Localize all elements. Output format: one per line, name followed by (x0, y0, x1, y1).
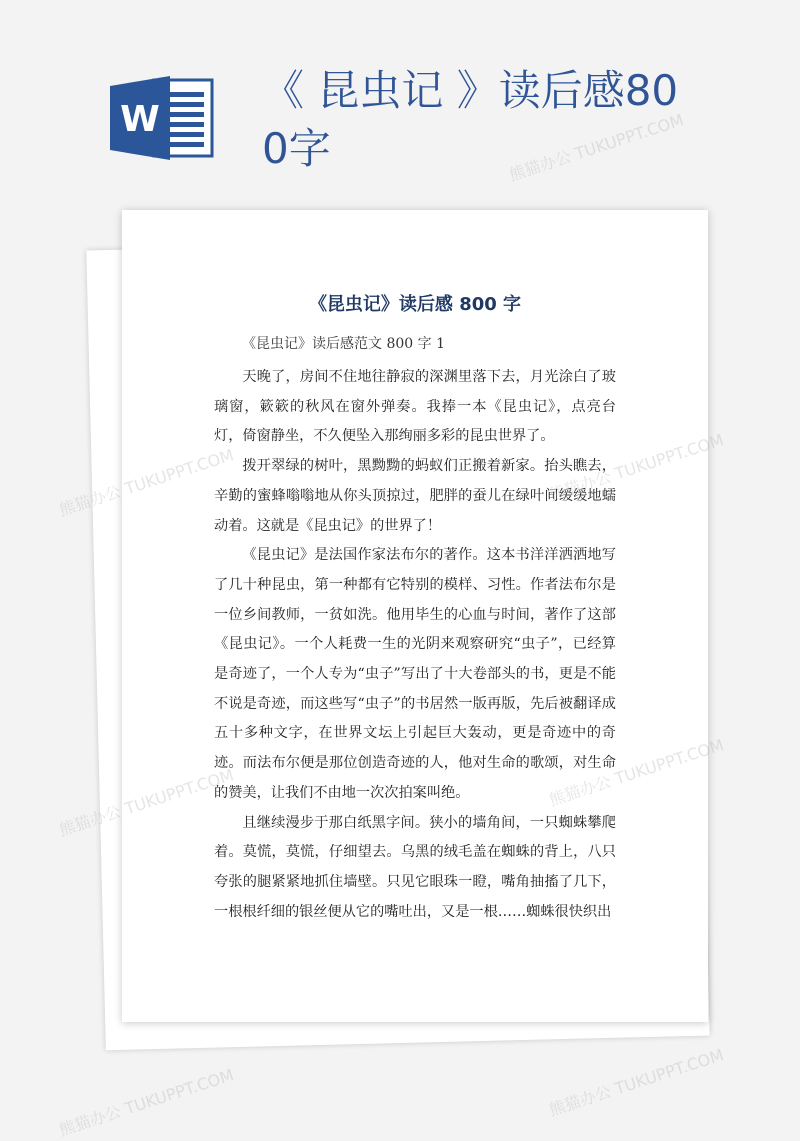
watermark: 熊猫办公 TUKUPPT.COM (506, 110, 686, 185)
document-page[interactable] (122, 210, 708, 1022)
paragraph: 天晚了，房间不住地往静寂的深渊里落下去，月光涂白了玻璃窗，簌簌的秋风在窗外弹奏。我捧一本《昆虫记》，点亮台灯，倚窗静坐，不久便坠入那绚丽多彩的昆虫世界了。 (214, 369, 616, 445)
word-icon-letter: W (120, 99, 160, 140)
watermark: 熊猫办公 TUKUPPT.COM (546, 1045, 726, 1120)
watermark: 熊猫办公 TUKUPPT.COM (546, 735, 726, 810)
watermark: 熊猫办公 TUKUPPT.COM (546, 430, 726, 505)
watermark: 熊猫办公 TUKUPPT.COM (56, 445, 236, 520)
watermark: 熊猫办公 TUKUPPT.COM (56, 1065, 236, 1140)
paragraph: 《昆虫记》是法国作家法布尔的著作。这本书洋洋洒洒地写了几十种昆虫，第一种都有它特别的模样、习性。作者法布尔是一位乡间教师，一贫如洗。他用毕生的心血与时间，著作了这部《昆虫记》。一个人耗费一生的光阴来观察研究“虫子”，已经算是奇迹了，一个人专为“虫子”写出了十大卷部头的书，更是不能不说是奇迹，而这些写“虫子”的书居然一版再版，先后被翻译成五十多种文字，在世界文坛上引起巨大轰动，更是奇迹中的奇迹。而法布尔便是那位创造奇迹的人，他对生命的歌颂，对生命的赞美，让我们不由地一次次拍案叫绝。 (214, 547, 616, 801)
paragraph: 且继续漫步于那白纸黑字间。狭小的墙角间，一只蜘蛛攀爬着。莫慌，莫慌，仔细望去。乌黑的绒毛盖在蜘蛛的背上，八只夸张的腿紧紧地抓住墙壁。只见它眼珠一瞪，嘴角抽搐了几下，一根根纤细的银丝便从它的嘴吐出，又是一根……蜘蛛很快织出 (214, 814, 616, 920)
paragraph: 拨开翠绿的树叶，黑黝黝的蚂蚁们正搬着新家。抬头瞧去，辛勤的蜜蜂嗡嗡地从你头顶掠过，肥胖的蚕儿在绿叶间缓缓地蠕动着。这就是《昆虫记》的世界了！ (214, 458, 616, 534)
document-body (214, 363, 616, 927)
word-icon (110, 76, 214, 160)
page-title: 《 昆虫记 》读后感800字 (262, 66, 679, 173)
document-subtitle: 《昆虫记》读后感范文 800 字 1 (242, 336, 445, 352)
watermark: 熊猫办公 TUKUPPT.COM (56, 765, 236, 840)
document-title: 《昆虫记》读后感 800 字 (308, 294, 522, 315)
